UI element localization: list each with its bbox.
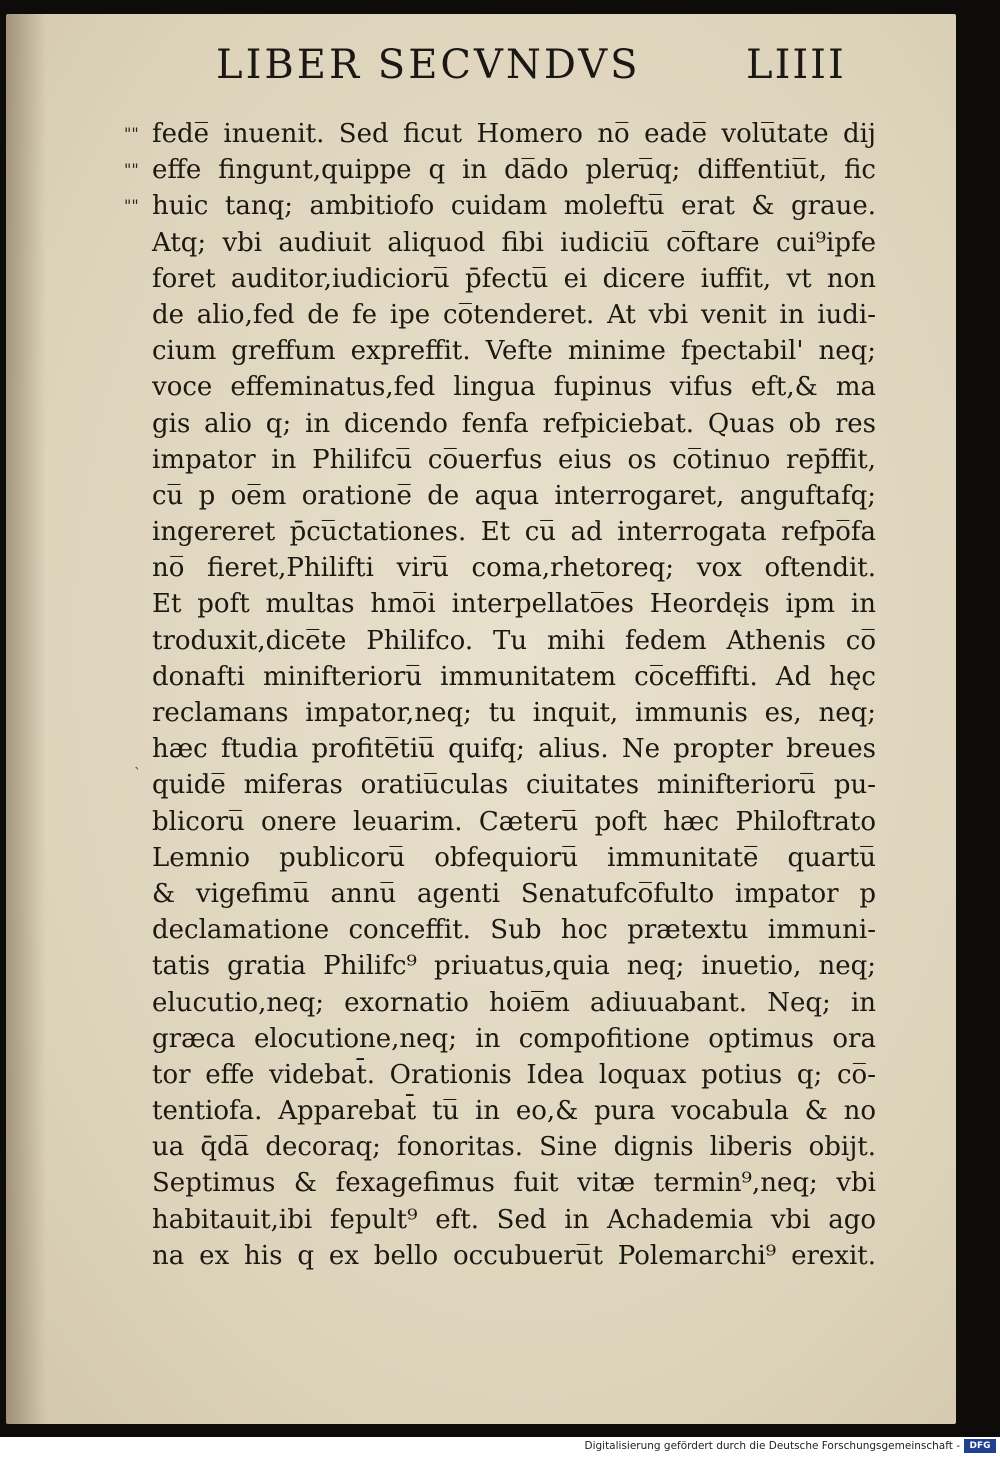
- text-line: Lemnio publicoru̅ obfequioru̅ immunitate̅ quartu̅: [152, 842, 876, 873]
- text-line: cu̅ p oe̅m oratione̅ de aqua interrogaret, anguftafq;: [152, 480, 876, 511]
- text-line: Atq; vbi audiuit aliquod fibi iudiciu̅ co̅ftare cui⁹ipfe: [152, 227, 876, 258]
- text-line: de alio,fed de fe ipe co̅tenderet. At vbi venit in iudi-: [152, 299, 876, 330]
- text-line: gis alio q; in dicendo fenfa refpiciebat. Quas ob res: [152, 408, 876, 439]
- text-line: "" huic tanq; ambitiofo cuidam moleftu̅ erat & graue.: [152, 188, 876, 224]
- funding-credit: Digitalisierung gefördert durch die Deutsche Forschungsgemeinschaft -: [584, 1440, 960, 1452]
- margin-quote-mark: "": [124, 160, 139, 180]
- text-line: impator in Philifcu̅ co̅uerfus eius os co̅tinuo rep̄ffit,: [152, 444, 876, 475]
- text-line: ua q̄da̅ decoraq; fonoritas. Sine dignis liberis obijt.: [152, 1132, 876, 1163]
- folio-number: LIIII: [746, 42, 846, 88]
- text-line: Septimus & fexagefimus fuit vitæ termin⁹,neq; vbi: [152, 1168, 876, 1199]
- text-line: reclamans impator,neq; tu inquit, immunis es, neq;: [152, 698, 876, 728]
- text-line: troduxit,dice̅te Philifco. Tu mihi fedem Athenis co̅: [152, 625, 876, 656]
- text-line: cium greffum expreffit. Vefte minime fpectabil' neq;: [152, 336, 876, 367]
- gutter-shadow: [6, 14, 46, 1424]
- text-line: "" effe fingunt,quippe q in da̅do pleru̅q; diffentiu̅t, fic: [152, 152, 876, 188]
- dfg-logo-icon: DFG: [964, 1439, 996, 1453]
- text-line: & vigefimu̅ annu̅ agenti Senatufco̅fulto impator p: [152, 878, 876, 909]
- text-block: [124, 116, 876, 1274]
- text-line: blicoru̅ onere leuarim. Cæteru̅ poft hæc Philoftrato: [152, 806, 876, 837]
- text-line: habitauit,ibi fepult⁹ eft. Sed in Achademia vbi ago: [152, 1204, 876, 1235]
- margin-quote-mark: "": [124, 124, 139, 143]
- text-line: ingereret p̄cu̅ctationes. Et cu̅ ad interrogata refpo̅fa: [152, 517, 876, 548]
- text-line: græca elocutione,neq; in compofitione optimus ora: [152, 1023, 876, 1054]
- text-line: voce effeminatus,fed lingua fupinus vifus eft,& ma: [152, 372, 876, 403]
- text-line: "" fede̅ inuenit. Sed ficut Homero no̅ eade̅ volu̅tate dij: [152, 116, 876, 152]
- text-line: tentiofa. Apparebat̄ tu̅ in eo,& pura vocabula & no: [152, 1096, 876, 1127]
- text-line: declamatione conceffit. Sub hoc prætextu immuni-: [152, 915, 876, 946]
- text-line: hæc ftudia profite̅tiu̅ quifq; alius. Ne propter breues: [152, 734, 876, 765]
- text-line: elucutio,neq; exornatio hoie̅m adiuuabant. Neq; in: [152, 987, 876, 1018]
- text-line: na ex his q ex bello occubueru̅t Polemarchi⁹ erexit.: [152, 1240, 876, 1271]
- stray-ink-mark: ˋ: [134, 766, 141, 782]
- text-line: tatis gratia Philifc⁹ priuatus,quia neq; inuetio, neq;: [152, 951, 876, 982]
- text-line: foret auditor,iudicioru̅ p̄fectu̅ ei dicere iuffit, vt non: [152, 263, 876, 294]
- running-head: LIBER SECVNDVS: [216, 42, 641, 88]
- text-line: donafti minifterioru̅ immunitatem co̅ceffifti. Ad hęc: [152, 661, 876, 692]
- text-line: tor effe videbat̄. Orationis Idea loquax potius q; co̅-: [152, 1059, 876, 1090]
- book-page: [6, 14, 956, 1424]
- text-line: no̅ fieret,Philifti viru̅ coma,rhetoreq; vox oftendit.: [152, 553, 876, 584]
- digitization-footer: [0, 1437, 1000, 1457]
- text-line: quide̅ miferas oratiu̅culas ciuitates minifterioru̅ pu-: [152, 770, 876, 801]
- margin-quote-mark: "": [124, 196, 139, 216]
- text-line: Et poft multas hmo̅i interpellato̅es Heordęis ipm in: [152, 589, 876, 620]
